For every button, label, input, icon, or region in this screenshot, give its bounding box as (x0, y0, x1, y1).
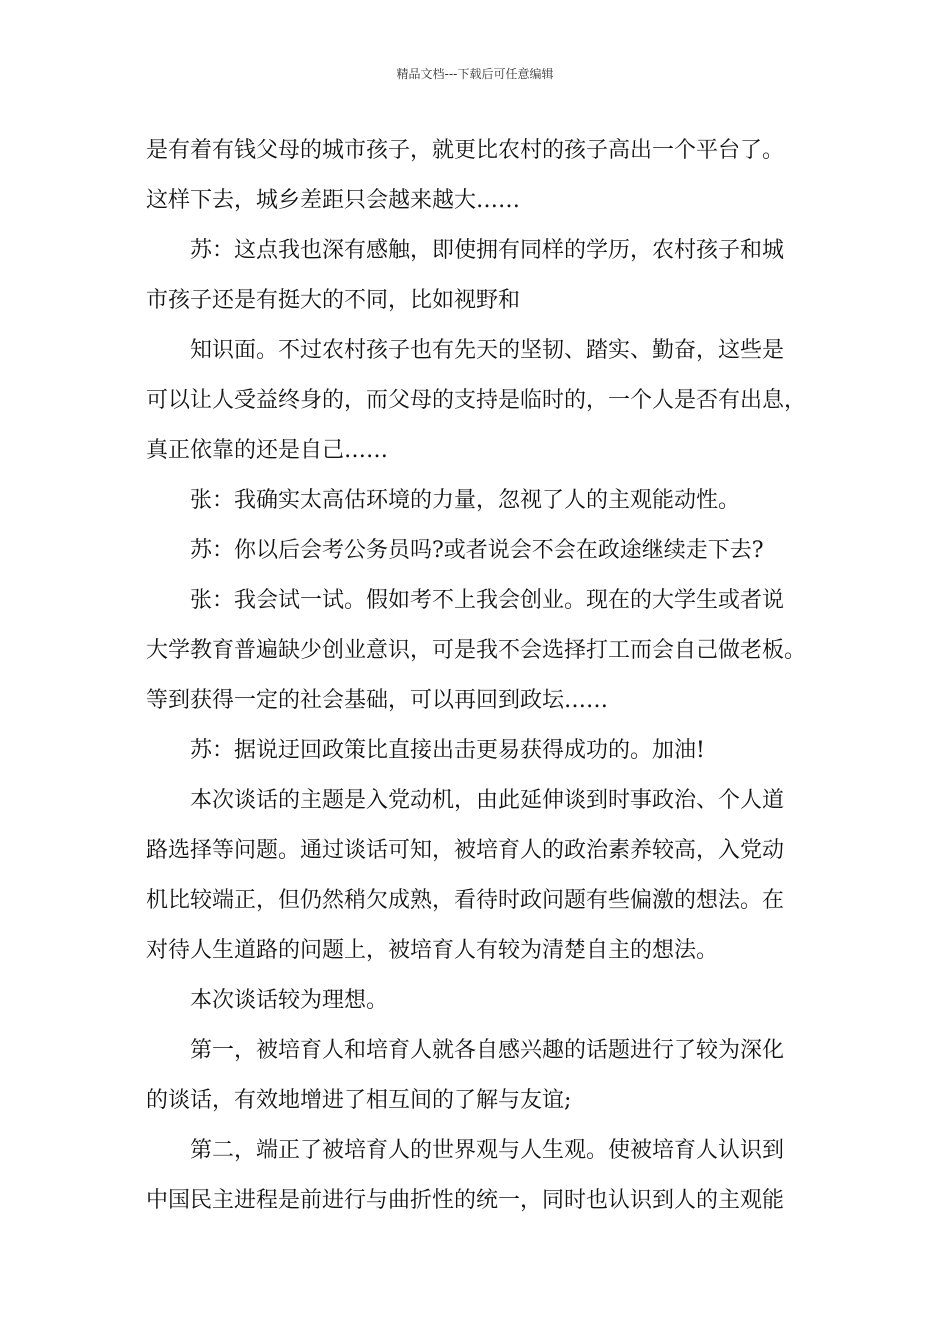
text-line: 对待人生道路的问题上，被培育人有较为清楚自主的想法。 (146, 938, 719, 963)
text-line: 路选择等问题。通过谈话可知，被培育人的政治素养较高，入党动 (146, 838, 785, 863)
document-body (146, 126, 826, 1226)
text-line: 苏：你以后会考公务员吗?或者说会不会在政途继续走下去? (190, 538, 764, 563)
text-line: 苏：这点我也深有感触，即使拥有同样的学历，农村孩子和城 (190, 238, 785, 263)
text-line: 知识面。不过农村孩子也有先天的坚韧、踏实、勤奋，这些是 (190, 338, 785, 363)
text-line: 苏：据说迂回政策比直接出击更易获得成功的。加油! (190, 738, 705, 763)
text-line: 第一，被培育人和培育人就各自感兴趣的话题进行了较为深化 (190, 1038, 785, 1063)
text-line: 可以让人受益终身的，而父母的支持是临时的，一个人是否有出息， (146, 388, 807, 413)
text-line: 真正依靠的还是自己…… (146, 438, 389, 463)
text-line: 本次谈话的主题是入党动机，由此延伸谈到时事政治、个人道 (190, 788, 785, 813)
text-line: 中国民主进程是前进行与曲折性的统一，同时也认识到人的主观能 (146, 1188, 785, 1213)
text-line: 等到获得一定的社会基础，可以再回到政坛…… (146, 688, 609, 713)
text-line: 的谈话，有效地增进了相互间的了解与友谊; (146, 1088, 572, 1113)
page-header: 精品文档---下载后可任意编辑 (396, 67, 554, 81)
text-line: 第二，端正了被培育人的世界观与人生观。使被培育人认识到 (190, 1138, 785, 1163)
text-line: 张：我会试一试。假如考不上我会创业。现在的大学生或者说 (190, 588, 785, 613)
text-line: 张：我确实太高估环境的力量，忽视了人的主观能动性。 (190, 488, 741, 513)
text-line: 是有着有钱父母的城市孩子，就更比农村的孩子高出一个平台了。 (146, 138, 785, 163)
text-line: 市孩子还是有挺大的不同，比如视野和 (146, 288, 521, 313)
text-line: 本次谈话较为理想。 (190, 988, 389, 1013)
text-line: 这样下去，城乡差距只会越来越大…… (146, 188, 521, 213)
text-line: 大学教育普遍缺少创业意识，可是我不会选择打工而会自己做老板。 (146, 638, 807, 663)
text-line: 机比较端正，但仍然稍欠成熟，看待时政问题有些偏激的想法。在 (146, 888, 785, 913)
